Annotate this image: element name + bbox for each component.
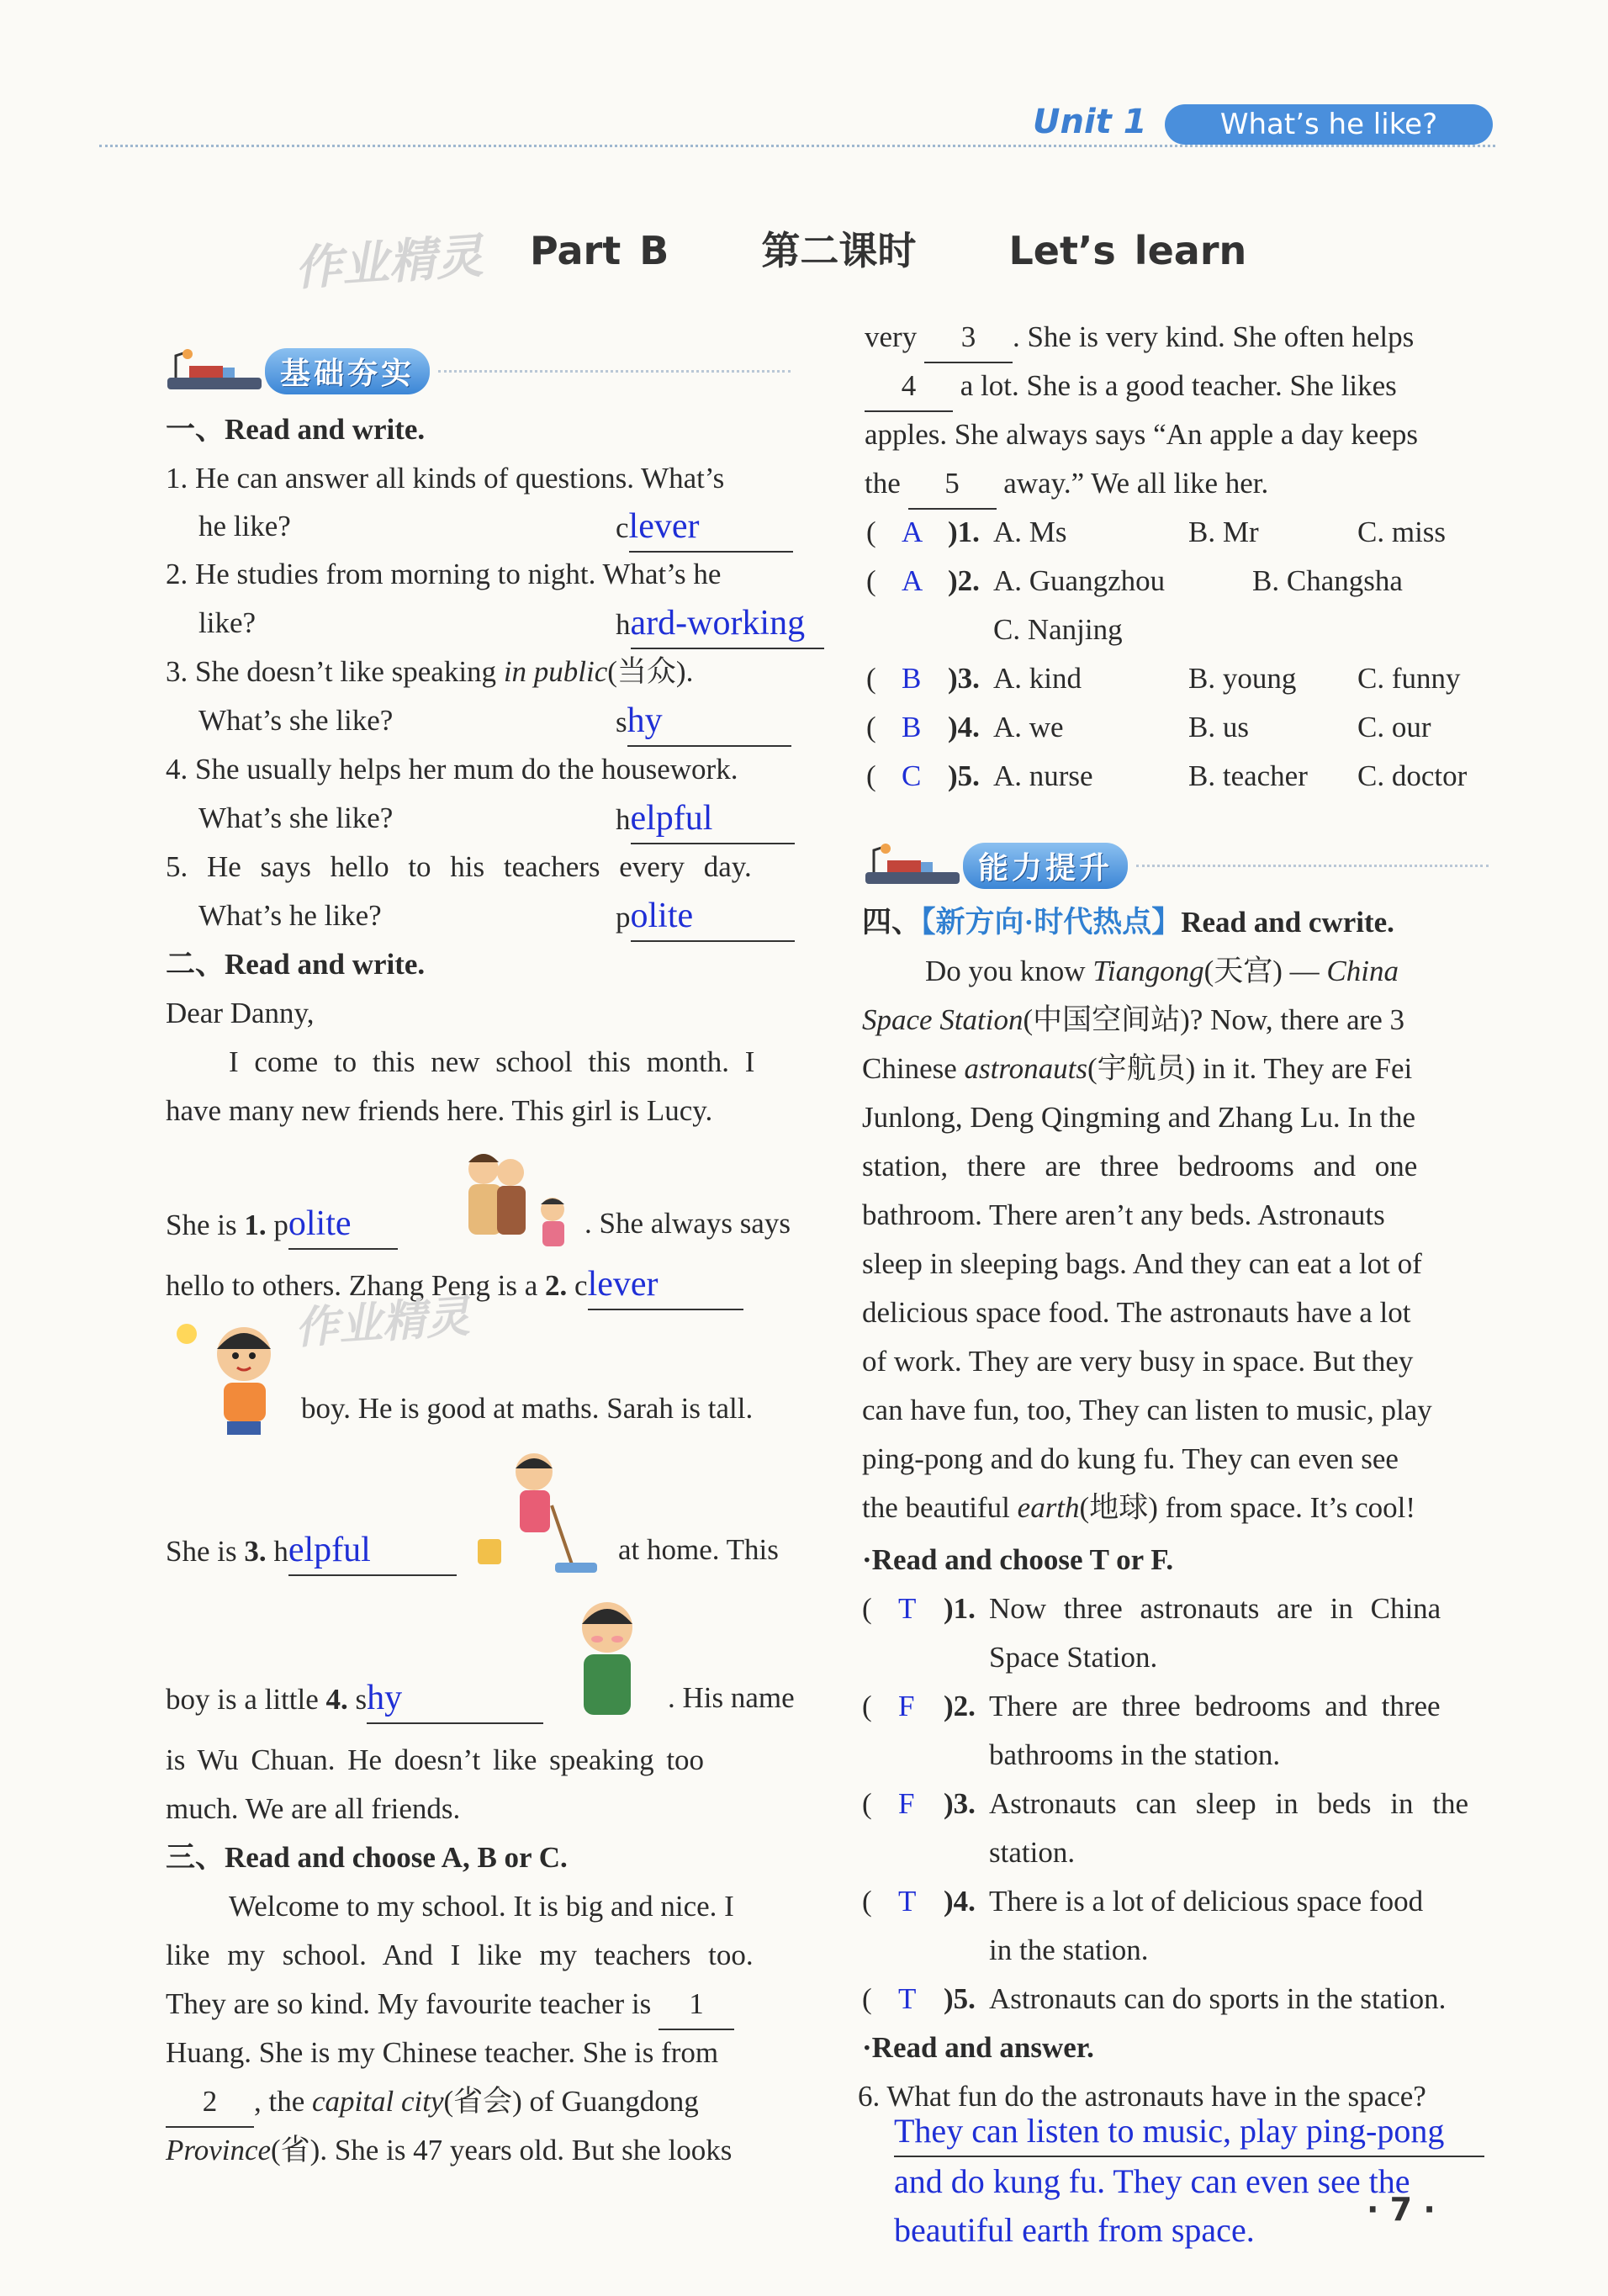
- s4-q6: 6. What fun do the astronauts have in the space?: [858, 2080, 1426, 2113]
- s4-line: [862, 947, 1493, 996]
- s1-q4b: What’s she like?: [198, 801, 394, 834]
- s4-italic: China: [1326, 955, 1399, 987]
- header-rule: [99, 145, 1495, 147]
- s4-tf3-line1: Astronauts can sleep in beds in the: [989, 1787, 1469, 1820]
- s4-text: (天宫) —: [1203, 955, 1327, 987]
- s2-line7-text: boy is a little: [166, 1683, 326, 1716]
- s4-tf4-answer[interactable]: T: [898, 1885, 917, 1918]
- s3-t9: apples. She always says “An apple a day keeps: [865, 418, 1418, 451]
- s1-q5-prefix: p: [616, 901, 631, 934]
- unit-label: Unit 1: [1033, 103, 1147, 141]
- s4-passage: [862, 947, 1493, 1532]
- s4-tf1-line2: Space Station.: [989, 1641, 1158, 1674]
- s2-line3: [166, 1199, 398, 1250]
- s1-q1a: 1. He can answer all kinds of questions. What’s: [166, 462, 725, 495]
- s3-t1: Welcome to my school. It is big and nice. I: [229, 1890, 734, 1923]
- s4-line: can have fun, too, They can listen to music, play: [862, 1394, 1432, 1426]
- s4-tf4-line2: in the station.: [989, 1934, 1149, 1966]
- title-part: Part B: [530, 228, 669, 273]
- s2-blank2-prefix: c: [567, 1269, 588, 1302]
- s1-q2-prefix: h: [616, 608, 631, 641]
- s2-line5: boy. He is good at maths. Sarah is tall.: [301, 1392, 754, 1425]
- s4-tf3-number: )3.: [944, 1787, 976, 1820]
- s1-q2a: 2. He studies from morning to night. What’s he: [166, 558, 722, 590]
- s4-text: Chinese: [862, 1052, 965, 1085]
- s3-q2-answer[interactable]: A: [902, 564, 923, 597]
- s3-q3-answer[interactable]: B: [902, 662, 922, 695]
- s2-line7-end: . His name: [668, 1681, 795, 1714]
- s1-q4-answer: [616, 794, 795, 844]
- s3-t10: [865, 459, 1268, 510]
- title-lesson: 第二课时: [761, 228, 917, 273]
- section-basic-tag: [164, 349, 791, 393]
- section-ability-label: 能力提升: [963, 843, 1128, 889]
- s3-t7: [865, 313, 1414, 363]
- s2-line3-text: She is: [166, 1209, 245, 1241]
- s3-q4-number: )4.: [948, 711, 980, 743]
- s4-tf1-line1: Now three astronauts are in China: [989, 1592, 1441, 1625]
- s2-line6-end: at home. This: [618, 1533, 779, 1566]
- s1-q2b: like?: [198, 606, 257, 639]
- section-basic-label: 基础夯实: [265, 348, 430, 394]
- s2-blank2-input[interactable]: lever: [588, 1260, 743, 1310]
- s3-heading: 三、Read and choose A, B or C.: [166, 1841, 568, 1874]
- s4-italic: Tiangong: [1092, 955, 1204, 987]
- s2-blank1-number: 1.: [244, 1209, 267, 1241]
- s4-tf2-line2: bathrooms in the station.: [989, 1738, 1281, 1771]
- s3-t5-gloss: (省会) of Guangdong: [443, 2085, 699, 2118]
- s4-tf4-number: )4.: [944, 1885, 976, 1918]
- s2-line8: is Wu Chuan. He doesn’t like speaking too: [166, 1743, 705, 1776]
- s4-tf2-answer[interactable]: F: [898, 1690, 915, 1722]
- s3-q2-number: )2.: [948, 564, 980, 597]
- page-number: · 7 ·: [1367, 2191, 1436, 2228]
- s4-tf3-line2: station.: [989, 1836, 1076, 1869]
- s4-tf5-answer[interactable]: T: [898, 1982, 917, 2015]
- s4-tf1-number: )1.: [944, 1592, 976, 1625]
- s4-italic: Space Station: [862, 1003, 1024, 1036]
- s1-q1-answer: [616, 502, 793, 553]
- s3-q3-paren: (: [866, 662, 876, 695]
- s4-line: sleep in sleeping bags. And they can eat a lot of: [862, 1247, 1422, 1280]
- s4-ra-heading: ·Read and answer.: [862, 2031, 1094, 2064]
- s4-tf4-paren: (: [862, 1885, 872, 1918]
- s2-blank3-number: 3.: [244, 1535, 267, 1568]
- s3-blank5: 5: [908, 459, 997, 510]
- s3-t10-text: the: [865, 467, 901, 500]
- family-illustration: [442, 1144, 576, 1253]
- s1-q4-prefix: h: [616, 803, 631, 836]
- s2-line3-end: . She always says: [584, 1207, 791, 1240]
- desk-lamp-icon: [862, 842, 963, 889]
- s4-line: of work. They are very busy in space. But they: [862, 1345, 1414, 1378]
- s1-q3a-text: 3. She doesn’t like speaking: [166, 655, 504, 688]
- s3-q4-paren: (: [866, 711, 876, 743]
- s2-p1: I come to this new school this month. I: [229, 1045, 755, 1078]
- s2-line6: [166, 1526, 457, 1576]
- s3-t4: Huang. She is my Chinese teacher. She is from: [166, 2036, 719, 2069]
- s1-q5b: What’s he like?: [198, 899, 382, 932]
- s3-q5-number: )5.: [948, 759, 980, 792]
- s1-q3-prefix: s: [616, 706, 627, 738]
- s3-q1-option-c[interactable]: C. miss: [1357, 516, 1447, 548]
- s3-q3-option-c[interactable]: C. funny: [1357, 662, 1461, 695]
- s4-line: ping-pong and do kung fu. They can even see: [862, 1442, 1399, 1475]
- s4-tf2-number: )2.: [944, 1690, 976, 1722]
- s2-blank3-input[interactable]: elpful: [288, 1526, 457, 1576]
- s1-q3b: What’s she like?: [198, 704, 394, 737]
- s4-text: (中国空间站)? Now, there are 3: [1023, 1003, 1405, 1036]
- s2-line6-text: She is: [166, 1535, 245, 1568]
- s4-heading-text: Read and cwrite.: [1181, 906, 1394, 939]
- s3-q1-number: )1.: [948, 516, 980, 548]
- s2-p2: have many new friends here. This girl is Lucy.: [166, 1094, 713, 1127]
- title-topic: Let’s learn: [1008, 228, 1247, 273]
- s4-text: Do you know: [925, 955, 1093, 987]
- boy-idea-illustration: [168, 1312, 294, 1438]
- s1-q2-input[interactable]: ard-working: [631, 599, 824, 649]
- s4-tf2-line1: There are three bedrooms and three: [989, 1690, 1441, 1722]
- s4-tf5-paren: (: [862, 1982, 872, 2015]
- section-divider: [438, 370, 791, 373]
- s3-blank1: 1: [659, 1980, 734, 2030]
- s1-q3-answer: [616, 696, 791, 747]
- s4-heading-num: 四、: [862, 906, 922, 939]
- s1-q1-input[interactable]: lever: [629, 502, 793, 553]
- s4-tf1-answer[interactable]: T: [898, 1592, 917, 1625]
- s3-t7-rest: . She is very kind. She often helps: [1012, 320, 1415, 353]
- s1-q5-input[interactable]: olite: [631, 891, 795, 942]
- s4-text: (宇航员) in it. They are Fei: [1087, 1052, 1413, 1085]
- s4-q6-answer-line2[interactable]: and do kung fu. They can even see the: [894, 2162, 1410, 2200]
- s1-q4a: 4. She usually helps her mum do the housework.: [166, 753, 738, 786]
- s3-q1-answer[interactable]: A: [902, 516, 923, 548]
- s4-line: Junlong, Deng Qingming and Zhang Lu. In the: [862, 1101, 1416, 1134]
- s3-q4-answer[interactable]: B: [902, 711, 922, 743]
- s1-q2-answer: [616, 599, 824, 649]
- s3-q5-paren: (: [866, 759, 876, 792]
- s2-blank1-prefix: p: [266, 1209, 288, 1241]
- s3-q5-option-a[interactable]: A. nurse: [993, 759, 1093, 792]
- s1-q3a-italic: in public: [503, 655, 608, 688]
- s2-heading: 二、Read and write.: [166, 948, 426, 981]
- s3-q2-paren: (: [866, 564, 876, 597]
- s3-q1-option-b[interactable]: B. Mr: [1188, 516, 1259, 548]
- s2-blank4-prefix: s: [347, 1683, 368, 1716]
- watermark: 作业精灵: [293, 229, 485, 297]
- s3-t6-text: (省). She is 47 years old. But she looks: [271, 2134, 733, 2166]
- s3-blank3: 3: [924, 313, 1013, 363]
- s4-q6-answer-line3[interactable]: beautiful earth from space.: [894, 2211, 1255, 2249]
- s3-t8-text: a lot. She is a good teacher. She likes: [960, 369, 1397, 402]
- s3-blank4: 4: [865, 362, 953, 412]
- s2-line4-text: hello to others. Zhang Peng is a: [166, 1269, 546, 1302]
- s1-q5-answer: [616, 891, 795, 942]
- s4-italic: astronauts: [964, 1052, 1088, 1085]
- s3-q5-option-c[interactable]: C. doctor: [1357, 759, 1468, 792]
- s3-q2-option-b[interactable]: B. Changsha: [1252, 564, 1403, 597]
- s3-q5-option-b[interactable]: B. teacher: [1188, 759, 1308, 792]
- s1-q3a: [166, 648, 693, 696]
- s3-t5-italic: capital city: [312, 2085, 444, 2118]
- s3-q1-paren: (: [866, 516, 876, 548]
- s4-tf3-paren: (: [862, 1787, 872, 1820]
- shy-boy-illustration: [565, 1594, 649, 1728]
- unit-title: What’s he like?: [1165, 104, 1493, 145]
- s1-q1b: he like?: [198, 510, 291, 542]
- s2-blank3-prefix: h: [266, 1535, 288, 1568]
- s2-blank2-number: 2.: [545, 1269, 568, 1302]
- s4-tf5-line1: Astronauts can do sports in the station.: [989, 1982, 1447, 2015]
- s3-t3-text: They are so kind. My favourite teacher is: [166, 1987, 652, 2020]
- s3-t6-italic: Province: [166, 2134, 272, 2166]
- s4-line: station, there are three bedrooms and one: [862, 1150, 1418, 1182]
- watermark-2: 作业精灵: [293, 1291, 472, 1355]
- s3-t7-text: very: [865, 320, 918, 353]
- s2-line9: much. We are all friends.: [166, 1792, 461, 1825]
- s4-line: [862, 1484, 1493, 1532]
- s3-q4-option-c[interactable]: C. our: [1357, 711, 1431, 743]
- s4-text: the beautiful: [862, 1491, 1018, 1524]
- s1-q1-prefix: c: [616, 511, 629, 544]
- s3-q1-option-a[interactable]: A. Ms: [993, 516, 1067, 548]
- s3-q2-option-a[interactable]: A. Guangzhou: [993, 564, 1166, 597]
- s3-q5-answer[interactable]: C: [902, 759, 922, 792]
- s3-t6: [166, 2126, 732, 2175]
- s4-q6-answer-line1[interactable]: They can listen to music, play ping-pong: [894, 2107, 1484, 2157]
- s3-q4-option-b[interactable]: B. us: [1188, 711, 1249, 743]
- s2-blank4-input[interactable]: hy: [367, 1674, 543, 1724]
- s3-q3-option-b[interactable]: B. young: [1188, 662, 1297, 695]
- s3-blank2: 2: [166, 2077, 254, 2128]
- s4-tf3-answer[interactable]: F: [898, 1787, 915, 1820]
- s3-t8: [865, 362, 1397, 412]
- s4-line: [862, 996, 1493, 1045]
- s3-t2: like my school. And I like my teachers too.: [166, 1939, 754, 1971]
- s4-tf1-paren: (: [862, 1592, 872, 1625]
- s1-q3a-gloss: (当众).: [607, 655, 694, 688]
- s1-q3-input[interactable]: hy: [627, 696, 791, 747]
- s3-t10-rest: away.” We all like her.: [1003, 467, 1269, 500]
- s4-tf5-number: )5.: [944, 1982, 976, 2015]
- s4-line: delicious space food. The astronauts have a lot: [862, 1296, 1411, 1329]
- section-ability-tag: [862, 844, 1489, 887]
- s3-t5-text: , the: [254, 2085, 313, 2118]
- section-divider: [1136, 865, 1489, 867]
- s4-heading-tag: 【新方向·时代热点】: [921, 906, 1182, 939]
- s3-t3: [166, 1980, 734, 2030]
- s2-blank4-number: 4.: [325, 1683, 348, 1716]
- s4-tf-heading: ·Read and choose T or F.: [862, 1543, 1174, 1576]
- s2-greeting: Dear Danny,: [166, 997, 315, 1029]
- s4-tf4-line1: There is a lot of delicious space food: [989, 1885, 1424, 1918]
- s3-t5: [166, 2077, 699, 2128]
- s4-tf2-paren: (: [862, 1690, 872, 1722]
- girl-mopping-illustration: [471, 1447, 614, 1581]
- s4-heading: [862, 898, 1394, 947]
- s1-q5a: 5. He says hello to his teachers every day.: [166, 850, 752, 883]
- page-title: [530, 220, 1246, 276]
- desk-lamp-icon: [164, 347, 265, 394]
- s2-line7: [166, 1674, 543, 1724]
- s3-q3-number: )3.: [948, 662, 980, 695]
- s1-q4-input[interactable]: elpful: [631, 794, 795, 844]
- s3-q4-option-a[interactable]: A. we: [993, 711, 1064, 743]
- s2-blank1-input[interactable]: olite: [288, 1199, 398, 1250]
- s3-q2-option-c[interactable]: C. Nanjing: [993, 613, 1123, 646]
- s4-line: bathroom. There aren’t any beds. Astronauts: [862, 1198, 1385, 1231]
- s4-line: [862, 1045, 1493, 1093]
- s4-text: (地球) from space. It’s cool!: [1079, 1491, 1416, 1524]
- s1-heading: 一、Read and write.: [166, 413, 426, 446]
- s4-italic: earth: [1017, 1491, 1080, 1524]
- s3-q3-option-a[interactable]: A. kind: [993, 662, 1082, 695]
